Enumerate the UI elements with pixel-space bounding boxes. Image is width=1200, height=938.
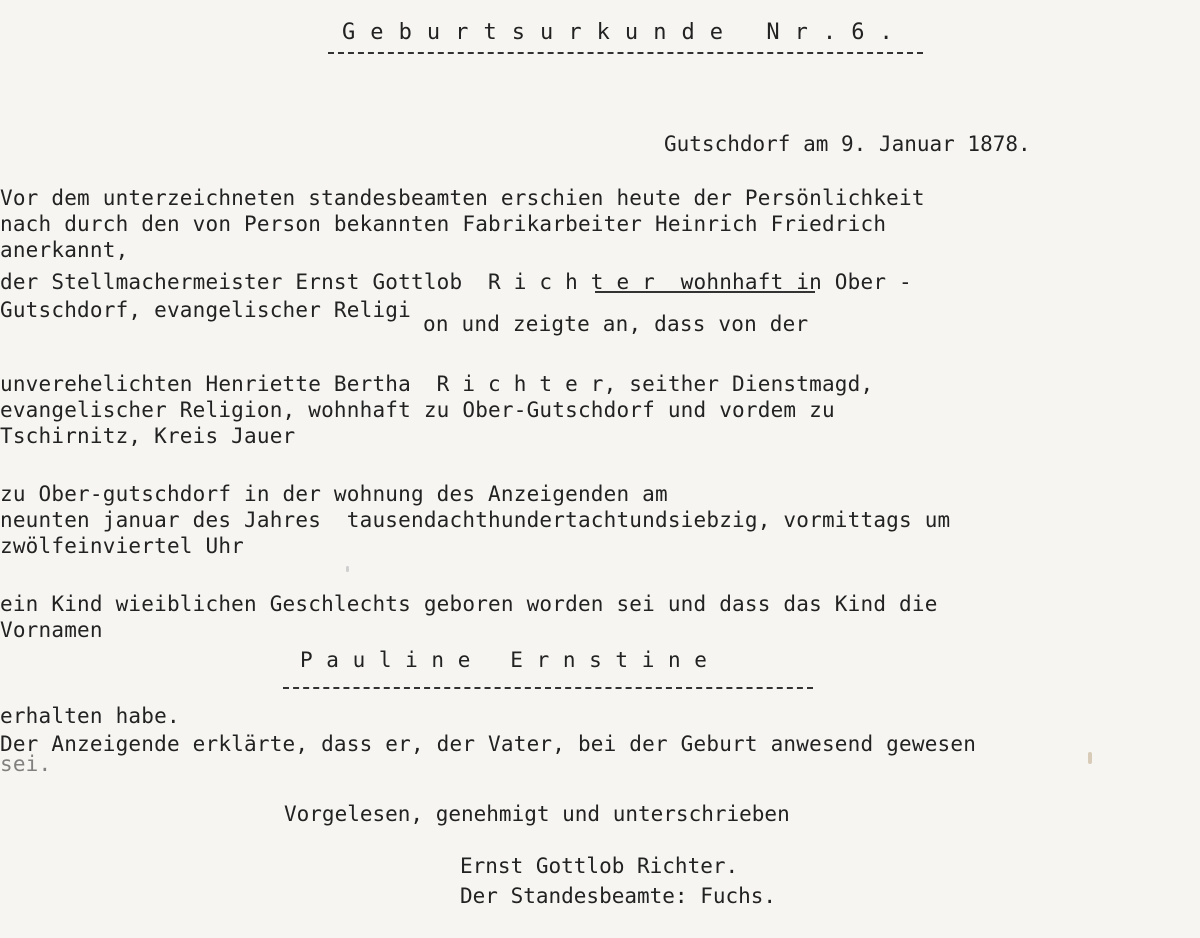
paper-speck (1088, 752, 1092, 764)
body-line: nach durch den von Person bekannten Fabrikarbeiter Heinrich Friedrich (0, 212, 887, 236)
given-names: P a u l i n e E r n s t i n e (300, 648, 708, 672)
body-line: anerkannt, (0, 238, 129, 262)
body-line: ein Kind wieiblichen Geschlechts geboren worden sei und dass das Kind die (0, 592, 938, 616)
title-underline (328, 52, 923, 54)
body-line: Tschirnitz, Kreis Jauer (0, 424, 296, 448)
body-line: Vor dem unterzeichneten standesbeamten erschien heute der Persönlichkeit (0, 186, 925, 210)
closing-line: erhalten habe. (0, 704, 180, 728)
paper-speck (346, 566, 349, 572)
body-line: Vornamen (0, 618, 103, 642)
signature-registrar: Der Standesbeamte: Fuchs. (460, 884, 777, 908)
closing-line: sei. (0, 752, 52, 776)
body-line: neunten januar des Jahres tausendachthundertachtundsiebzig, vormittags um (0, 508, 951, 532)
attestation-line: Vorgelesen, genehmigt und unterschrieben (284, 802, 790, 826)
body-line: zwölfeinviertel Uhr (0, 534, 245, 558)
body-line: der Stellmachermeister Ernst Gottlob R i c h t e r wohnhaft in Ober - (0, 270, 912, 294)
body-line: on und zeigte an, dass von der (423, 312, 809, 336)
body-line: zu Ober-gutschdorf in der wohnung des Anzeigenden am (0, 482, 668, 506)
body-line: Gutschdorf, evangelischer Religi (0, 298, 411, 322)
given-names-underline (283, 687, 813, 689)
body-line: evangelischer Religion, wohnhaft zu Ober-Gutschdorf und vordem zu (0, 398, 835, 422)
place-date: Gutschdorf am 9. Januar 1878. (664, 132, 1031, 156)
closing-line: Der Anzeigende erklärte, dass er, der Vater, bei der Geburt anwesend gewesen (0, 732, 977, 756)
document-title: G e b u r t s u r k u n d e N r . 6 . (342, 20, 894, 45)
body-line: unverehelichten Henriette Bertha R i c h t e r, seither Dienstmagd, (0, 372, 874, 396)
surname-underline (595, 291, 815, 293)
signature-informant: Ernst Gottlob Richter. (460, 854, 739, 878)
